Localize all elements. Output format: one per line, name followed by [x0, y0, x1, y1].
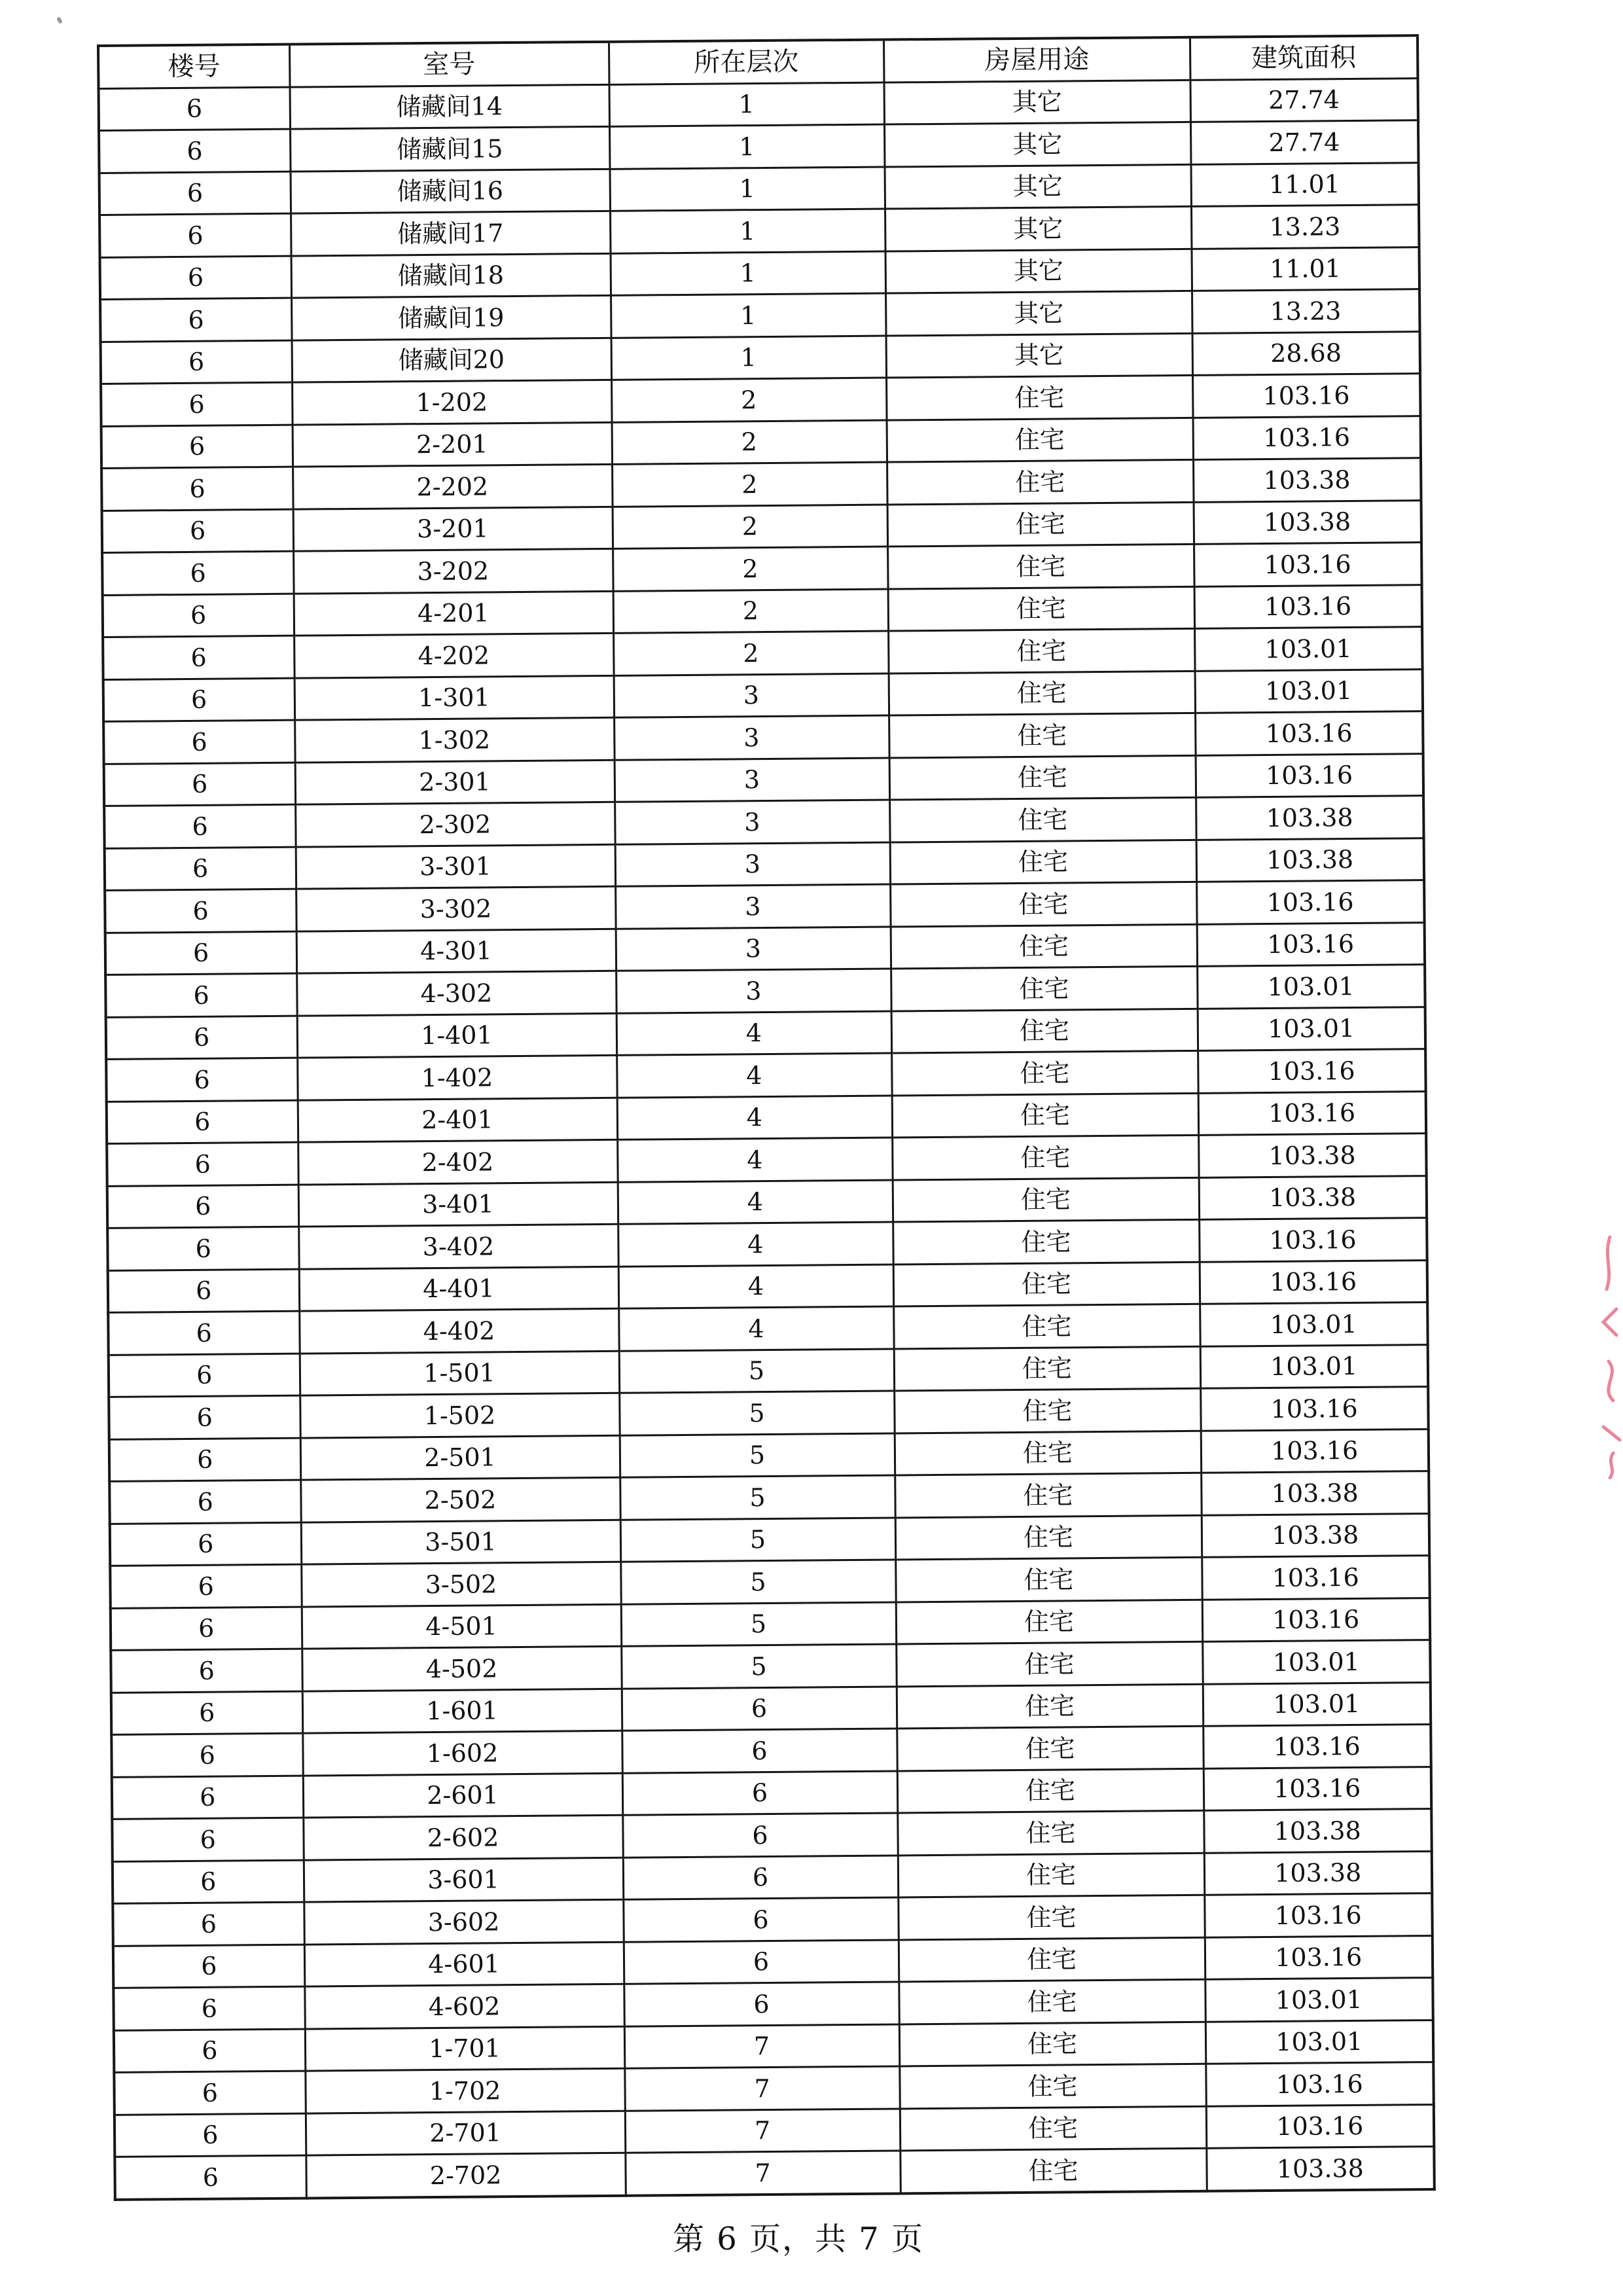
cell-building-no: 6 — [108, 1269, 299, 1313]
cell-area: 103.01 — [1203, 1682, 1431, 1726]
cell-usage: 住宅 — [895, 1473, 1201, 1517]
cell-usage: 住宅 — [889, 671, 1195, 715]
cell-building-no: 6 — [112, 1776, 303, 1820]
cell-room-no: 4-201 — [294, 591, 613, 636]
cell-building-no: 6 — [99, 87, 290, 131]
cell-floor: 4 — [618, 1180, 893, 1225]
cell-usage: 住宅 — [887, 459, 1193, 504]
cell-area: 103.16 — [1200, 1387, 1428, 1431]
cell-room-no: 1-401 — [297, 1013, 616, 1058]
cell-room-no: 2-701 — [306, 2111, 625, 2155]
cell-room-no: 4-402 — [299, 1308, 618, 1353]
header-usage: 房屋用途 — [883, 37, 1190, 82]
cell-usage: 住宅 — [890, 840, 1196, 884]
cell-area: 103.16 — [1205, 2062, 1433, 2106]
cell-building-no: 6 — [115, 2155, 306, 2199]
cell-usage: 其它 — [885, 291, 1192, 335]
cell-area: 103.16 — [1195, 711, 1423, 755]
cell-floor: 6 — [623, 1897, 898, 1942]
cell-floor: 6 — [624, 1982, 899, 2026]
cell-building-no: 6 — [113, 1945, 304, 1988]
cell-usage: 其它 — [885, 164, 1191, 209]
cell-floor: 4 — [616, 1053, 891, 1098]
cell-room-no: 3-302 — [296, 886, 615, 931]
cell-area: 103.01 — [1202, 1640, 1430, 1684]
cell-building-no: 6 — [101, 340, 292, 384]
cell-area: 103.16 — [1201, 1429, 1429, 1473]
cell-floor: 5 — [620, 1560, 895, 1604]
cell-area: 11.01 — [1190, 162, 1418, 206]
cell-usage: 其它 — [884, 122, 1190, 166]
cell-floor: 4 — [618, 1265, 893, 1309]
cell-area: 11.01 — [1192, 247, 1419, 291]
cell-usage: 住宅 — [897, 1684, 1203, 1729]
cell-area: 13.23 — [1191, 205, 1419, 249]
cell-room-no: 1-202 — [292, 380, 611, 424]
cell-area: 28.68 — [1192, 331, 1420, 375]
cell-floor: 5 — [619, 1391, 894, 1435]
cell-area: 103.16 — [1204, 1767, 1431, 1810]
cell-floor: 7 — [624, 2066, 899, 2111]
cell-area: 103.16 — [1199, 1218, 1427, 1262]
cell-building-no: 6 — [102, 509, 293, 553]
cell-room-no: 1-602 — [302, 1731, 622, 1775]
cell-area: 103.16 — [1206, 2104, 1434, 2148]
cell-area: 103.16 — [1196, 880, 1424, 924]
cell-building-no: 6 — [115, 2113, 306, 2157]
cell-floor: 5 — [620, 1475, 895, 1520]
cell-building-no: 6 — [103, 636, 294, 679]
cell-usage: 住宅 — [896, 1641, 1202, 1686]
cell-area: 103.16 — [1198, 1049, 1425, 1093]
cell-floor: 5 — [620, 1517, 895, 1562]
cell-usage: 住宅 — [893, 1304, 1200, 1348]
cell-floor: 2 — [612, 420, 887, 465]
cell-building-no: 6 — [108, 1311, 299, 1355]
cell-area: 103.01 — [1200, 1344, 1428, 1388]
cell-floor: 4 — [618, 1306, 893, 1351]
cell-area: 103.38 — [1194, 500, 1421, 544]
cell-floor: 2 — [613, 589, 888, 634]
cell-floor: 3 — [616, 927, 891, 971]
cell-floor: 1 — [609, 82, 884, 127]
cell-area: 27.74 — [1190, 120, 1418, 164]
cell-building-no: 6 — [107, 1142, 298, 1186]
cell-area: 103.16 — [1193, 416, 1421, 459]
cell-room-no: 储藏间19 — [291, 295, 611, 340]
cell-floor: 2 — [613, 505, 887, 549]
cell-area: 103.38 — [1198, 1134, 1426, 1177]
cell-room-no: 2-302 — [295, 802, 615, 846]
cell-usage: 住宅 — [897, 1726, 1203, 1770]
cell-area: 103.38 — [1204, 1851, 1432, 1895]
cell-room-no: 4-401 — [299, 1266, 618, 1311]
cell-building-no: 6 — [101, 382, 292, 426]
cell-building-no: 6 — [105, 889, 296, 933]
header-area: 建筑面积 — [1190, 35, 1418, 80]
cell-building-no: 6 — [99, 171, 291, 215]
cell-building-no: 6 — [103, 678, 294, 722]
cell-usage: 住宅 — [895, 1431, 1201, 1475]
cell-building-no: 6 — [110, 1522, 301, 1566]
cell-floor: 4 — [617, 1096, 892, 1140]
cell-building-no: 6 — [101, 425, 293, 469]
cell-room-no: 3-401 — [298, 1182, 618, 1227]
cell-room-no: 2-201 — [293, 422, 612, 467]
cell-usage: 住宅 — [898, 1853, 1204, 1897]
cell-room-no: 2-602 — [303, 1815, 622, 1859]
header-room-no: 室号 — [289, 42, 609, 87]
cell-usage: 住宅 — [891, 966, 1197, 1011]
cell-usage: 住宅 — [893, 1262, 1200, 1306]
cell-usage: 住宅 — [894, 1388, 1200, 1433]
cell-room-no: 3-202 — [293, 548, 613, 593]
cell-floor: 5 — [621, 1602, 896, 1646]
cell-area: 103.38 — [1193, 458, 1421, 502]
cell-usage: 住宅 — [887, 418, 1193, 462]
cell-usage: 住宅 — [893, 1177, 1199, 1222]
cell-room-no: 4-602 — [304, 1984, 624, 2028]
cell-building-no: 6 — [113, 1902, 304, 1946]
cell-usage: 住宅 — [894, 1346, 1200, 1391]
cell-usage: 住宅 — [898, 1895, 1204, 1939]
cell-area: 103.16 — [1200, 1260, 1427, 1304]
cell-building-no: 6 — [109, 1480, 300, 1524]
cell-room-no: 1-301 — [294, 675, 614, 720]
cell-usage: 住宅 — [893, 1219, 1199, 1264]
cell-floor: 3 — [615, 884, 890, 929]
cell-room-no: 2-601 — [303, 1773, 622, 1818]
cell-room-no: 储藏间15 — [290, 126, 609, 171]
cell-floor: 6 — [622, 1813, 897, 1857]
cell-usage: 住宅 — [889, 713, 1195, 757]
cell-building-no: 6 — [107, 1185, 298, 1229]
cell-floor: 2 — [613, 547, 887, 591]
cell-floor: 5 — [621, 1644, 896, 1689]
cell-building-no: 6 — [105, 973, 296, 1017]
cell-area: 103.01 — [1200, 1302, 1427, 1346]
cell-usage: 住宅 — [897, 1810, 1204, 1855]
cell-area: 103.01 — [1195, 669, 1423, 713]
cell-usage: 其它 — [885, 249, 1192, 293]
cell-room-no: 4-202 — [294, 633, 613, 677]
cell-area: 103.01 — [1197, 965, 1425, 1009]
table-container — [97, 42, 1416, 2201]
cell-room-no: 储藏间17 — [291, 211, 610, 255]
cell-area: 13.23 — [1192, 289, 1419, 333]
cell-room-no: 3-301 — [296, 844, 615, 889]
cell-area: 103.16 — [1194, 543, 1421, 586]
cell-building-no: 6 — [102, 551, 293, 595]
cell-usage: 住宅 — [891, 1009, 1198, 1053]
cell-usage: 住宅 — [899, 1979, 1205, 2024]
cell-usage: 住宅 — [889, 797, 1196, 842]
cell-building-no: 6 — [111, 1691, 302, 1735]
cell-usage: 住宅 — [899, 2064, 1205, 2108]
cell-area: 103.38 — [1196, 796, 1423, 840]
cell-room-no: 储藏间14 — [290, 84, 609, 129]
cell-floor: 2 — [612, 462, 887, 507]
cell-building-no: 6 — [100, 298, 291, 342]
cell-area: 103.38 — [1204, 1809, 1431, 1853]
cell-building-no: 6 — [106, 1058, 297, 1102]
cell-floor: 6 — [622, 1686, 897, 1731]
cell-floor: 4 — [616, 1011, 891, 1056]
cell-room-no: 储藏间20 — [292, 338, 611, 382]
cell-building-no: 6 — [109, 1395, 300, 1439]
cell-room-no: 储藏间18 — [291, 253, 611, 298]
cell-usage: 住宅 — [888, 586, 1194, 631]
cell-floor: 3 — [614, 715, 889, 760]
header-floor: 所在层次 — [609, 40, 883, 84]
cell-room-no: 2-301 — [295, 760, 615, 804]
property-table — [97, 34, 1436, 2200]
cell-area: 103.16 — [1194, 584, 1422, 628]
cell-floor: 3 — [615, 800, 889, 844]
cell-room-no: 2-501 — [300, 1435, 620, 1480]
cell-room-no: 2-402 — [298, 1139, 617, 1184]
cell-building-no: 6 — [112, 1818, 303, 1861]
cell-room-no: 3-201 — [293, 507, 613, 551]
cell-usage: 其它 — [886, 333, 1192, 378]
cell-area: 103.16 — [1192, 374, 1420, 418]
scan-speck — [56, 16, 63, 24]
cell-room-no: 1-701 — [305, 2026, 624, 2071]
cell-floor: 6 — [624, 1939, 899, 1984]
cell-usage: 住宅 — [892, 1093, 1198, 1138]
cell-usage: 住宅 — [900, 2106, 1206, 2151]
cell-building-no: 6 — [111, 1733, 302, 1777]
cell-area: 103.01 — [1205, 2020, 1433, 2064]
cell-usage: 住宅 — [889, 755, 1196, 800]
cell-room-no: 3-501 — [301, 1520, 620, 1564]
cell-room-no: 1-302 — [294, 717, 614, 762]
cell-building-no: 6 — [106, 1016, 297, 1060]
cell-usage: 住宅 — [896, 1600, 1202, 1644]
cell-floor: 6 — [623, 1855, 898, 1899]
cell-area: 103.01 — [1194, 627, 1422, 671]
cell-building-no: 6 — [100, 256, 291, 300]
cell-floor: 2 — [613, 631, 888, 675]
cell-area: 27.74 — [1190, 78, 1418, 122]
cell-usage: 住宅 — [892, 1135, 1198, 1179]
cell-floor: 1 — [610, 167, 885, 211]
cell-room-no: 4-302 — [296, 971, 616, 1015]
cell-area: 103.16 — [1203, 1725, 1431, 1768]
cell-area: 103.16 — [1197, 922, 1425, 966]
cell-area: 103.38 — [1201, 1471, 1429, 1515]
cell-room-no: 2-202 — [293, 464, 612, 509]
cell-building-no: 6 — [99, 213, 291, 257]
cell-floor: 4 — [617, 1138, 892, 1182]
cell-building-no: 6 — [109, 1438, 300, 1482]
cell-usage: 住宅 — [888, 628, 1194, 673]
cell-room-no: 3-602 — [304, 1899, 623, 1944]
header-building-no: 楼号 — [98, 45, 290, 88]
cell-area: 103.16 — [1204, 1893, 1432, 1937]
cell-building-no: 6 — [107, 1227, 298, 1270]
cell-usage: 住宅 — [895, 1515, 1202, 1560]
cell-floor: 6 — [622, 1729, 897, 1773]
cell-usage: 住宅 — [899, 2022, 1205, 2066]
cell-building-no: 6 — [110, 1564, 301, 1608]
cell-floor: 1 — [611, 293, 885, 338]
cell-usage: 住宅 — [891, 924, 1197, 969]
cell-building-no: 6 — [103, 594, 294, 637]
cell-building-no: 6 — [111, 1607, 302, 1651]
cell-room-no: 1-402 — [297, 1055, 616, 1100]
cell-usage: 住宅 — [887, 544, 1194, 588]
cell-usage: 住宅 — [899, 1937, 1205, 1982]
cell-floor: 1 — [611, 251, 885, 296]
cell-building-no: 6 — [104, 762, 295, 806]
red-seal-fragment — [1584, 1230, 1623, 1479]
cell-usage: 住宅 — [895, 1557, 1202, 1602]
cell-room-no: 2-401 — [298, 1098, 617, 1142]
cell-floor: 4 — [618, 1222, 893, 1266]
cell-floor: 6 — [622, 1770, 897, 1815]
cell-room-no: 1-501 — [300, 1351, 619, 1395]
cell-room-no: 3-601 — [304, 1857, 623, 1902]
cell-usage: 其它 — [883, 80, 1190, 124]
cell-room-no: 2-502 — [300, 1477, 620, 1522]
cell-building-no: 6 — [104, 804, 295, 848]
cell-building-no: 6 — [101, 467, 293, 511]
cell-room-no: 4-601 — [304, 1942, 624, 1986]
cell-room-no: 3-402 — [298, 1224, 618, 1268]
cell-room-no: 1-502 — [300, 1393, 619, 1437]
cell-area: 103.16 — [1205, 1935, 1433, 1979]
cell-area: 103.38 — [1196, 838, 1424, 882]
cell-usage: 住宅 — [887, 502, 1194, 547]
cell-building-no: 6 — [111, 1649, 302, 1693]
cell-building-no: 6 — [103, 720, 294, 764]
cell-usage: 住宅 — [890, 882, 1196, 926]
cell-building-no: 6 — [113, 1860, 304, 1904]
cell-building-no: 6 — [114, 2071, 305, 2115]
cell-building-no: 6 — [109, 1354, 300, 1397]
cell-area: 103.16 — [1202, 1598, 1430, 1641]
cell-area: 103.38 — [1199, 1175, 1427, 1219]
cell-area: 103.01 — [1198, 1007, 1425, 1050]
cell-room-no: 3-502 — [301, 1562, 620, 1606]
cell-floor: 7 — [625, 2108, 900, 2153]
cell-floor: 1 — [610, 209, 885, 253]
cell-building-no: 6 — [113, 1986, 304, 2030]
cell-area: 103.16 — [1198, 1091, 1426, 1135]
cell-area: 103.01 — [1205, 1978, 1433, 2022]
cell-usage: 住宅 — [886, 375, 1192, 420]
cell-building-no: 6 — [107, 1100, 298, 1144]
cell-room-no: 储藏间16 — [291, 169, 610, 213]
cell-building-no: 6 — [99, 129, 290, 173]
cell-floor: 1 — [611, 336, 886, 380]
cell-room-no: 4-501 — [302, 1604, 621, 1649]
cell-usage: 住宅 — [891, 1050, 1198, 1095]
page-footer: 第 6 页，共 7 页 — [672, 2221, 925, 2257]
cell-floor: 5 — [619, 1348, 894, 1393]
cell-usage: 住宅 — [897, 1768, 1204, 1813]
cell-building-no: 6 — [114, 2029, 305, 2073]
cell-area: 103.16 — [1202, 1556, 1429, 1600]
cell-area: 103.16 — [1196, 753, 1423, 797]
cell-floor: 5 — [620, 1433, 895, 1477]
cell-usage: 其它 — [885, 206, 1191, 251]
cell-floor: 3 — [615, 842, 890, 887]
cell-floor: 7 — [624, 2024, 899, 2068]
table-body — [99, 78, 1435, 2199]
cell-floor: 7 — [625, 2151, 900, 2195]
cell-floor: 3 — [615, 758, 889, 802]
cell-room-no: 4-502 — [302, 1646, 621, 1691]
cell-floor: 2 — [611, 378, 886, 422]
cell-floor: 3 — [614, 673, 889, 718]
cell-area: 103.38 — [1206, 2147, 1434, 2191]
cell-usage: 住宅 — [900, 2148, 1206, 2193]
cell-room-no: 1-702 — [305, 2068, 624, 2113]
cell-area: 103.38 — [1202, 1513, 1429, 1557]
cell-room-no: 2-702 — [306, 2153, 625, 2198]
cell-floor: 3 — [616, 969, 891, 1013]
cell-building-no: 6 — [105, 931, 296, 975]
cell-building-no: 6 — [105, 847, 296, 891]
cell-room-no: 1-601 — [302, 1689, 622, 1733]
cell-room-no: 4-301 — [296, 929, 616, 973]
cell-floor: 1 — [609, 124, 884, 169]
